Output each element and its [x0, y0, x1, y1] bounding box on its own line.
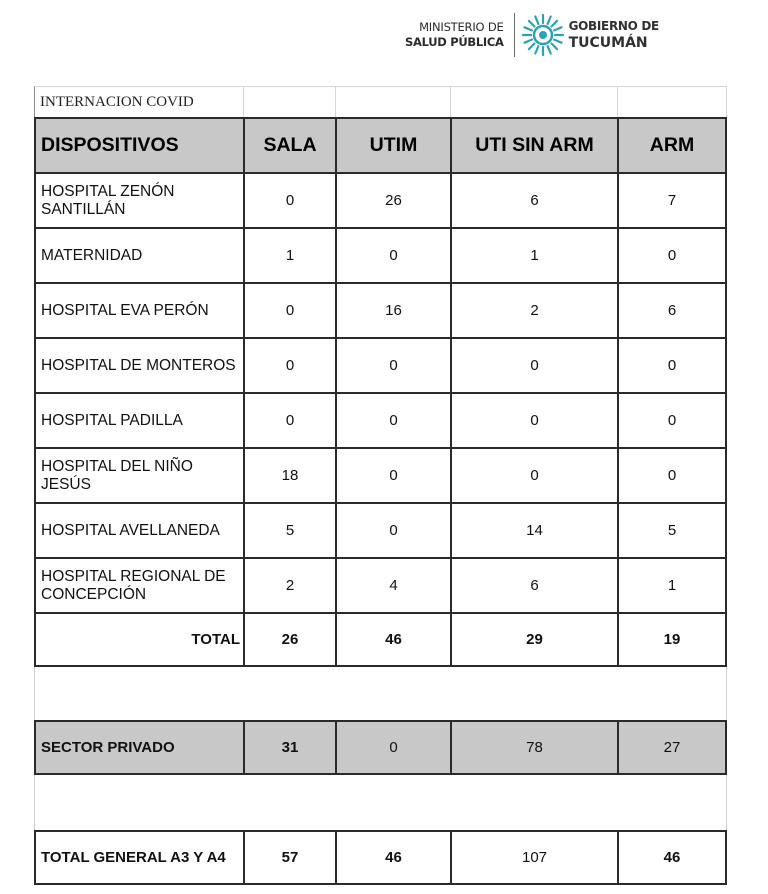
- private-sector-label: SECTOR PRIVADO: [34, 720, 243, 775]
- tucuman-seal-icon: [521, 13, 565, 57]
- arm-value: 7: [617, 172, 727, 227]
- sala-value: 5: [243, 502, 335, 557]
- arm-value: 1: [617, 557, 727, 612]
- hospital-name: HOSPITAL EVA PERÓN: [34, 282, 243, 337]
- table-row: [34, 227, 727, 282]
- uti-sin-arm-value: 0: [450, 447, 617, 502]
- utim-value: 0: [335, 447, 450, 502]
- utim-value: 26: [335, 172, 450, 227]
- table-row: [34, 447, 727, 502]
- private-sala: 31: [243, 720, 335, 775]
- table-row: [34, 337, 727, 392]
- total-row: [34, 612, 727, 667]
- arm-value: 0: [617, 337, 727, 392]
- empty-cell: [34, 667, 727, 722]
- uti-sin-arm-value: 6: [450, 557, 617, 612]
- empty-cell: [34, 775, 727, 830]
- ministry-line-1: MINISTERIO DE: [419, 20, 504, 34]
- private-utim: 0: [335, 720, 450, 775]
- uti-sin-arm-value: 2: [450, 282, 617, 337]
- column-header-sala: SALA: [243, 117, 335, 172]
- total-label: TOTAL: [34, 612, 243, 667]
- covid-internment-table: [34, 86, 727, 894]
- uti-sin-arm-value: 14: [450, 502, 617, 557]
- uti-sin-arm-value: 1: [450, 227, 617, 282]
- spacer-row: [34, 667, 727, 722]
- hospital-name: HOSPITAL REGIONAL DE CONCEPCIÓN: [34, 557, 243, 612]
- column-header-utim: UTIM: [335, 117, 450, 172]
- arm-value: 0: [617, 227, 727, 282]
- total-arm: 19: [617, 612, 727, 667]
- table-row: [34, 172, 727, 227]
- hospital-name: HOSPITAL AVELLANEDA: [34, 502, 243, 557]
- hospital-name: HOSPITAL DEL NIÑO JESÚS: [34, 447, 243, 502]
- table-row: [34, 557, 727, 612]
- hospital-name: HOSPITAL ZENÓN SANTILLÁN: [34, 172, 243, 227]
- utim-value: 0: [335, 337, 450, 392]
- table-row: [34, 282, 727, 337]
- gov-line-1: GOBIERNO DE: [568, 19, 659, 33]
- uti-sin-arm-value: 0: [450, 392, 617, 447]
- grand-total-utim: 46: [335, 830, 450, 885]
- utim-value: 0: [335, 502, 450, 557]
- document-header: [405, 10, 659, 60]
- arm-value: 0: [617, 392, 727, 447]
- sala-value: 0: [243, 337, 335, 392]
- arm-value: 0: [617, 447, 727, 502]
- arm-value: 5: [617, 502, 727, 557]
- uti-sin-arm-value: 6: [450, 172, 617, 227]
- empty-cell: [450, 86, 617, 117]
- logo-divider: [514, 13, 515, 57]
- spacer-row: [34, 775, 727, 830]
- utim-value: 4: [335, 557, 450, 612]
- table-title-row: [34, 86, 727, 117]
- utim-value: 16: [335, 282, 450, 337]
- column-header-arm: ARM: [617, 117, 727, 172]
- grand-total-sala: 57: [243, 830, 335, 885]
- ministry-logo-text: [405, 20, 504, 50]
- sala-value: 2: [243, 557, 335, 612]
- grand-total-row: [34, 830, 727, 885]
- empty-cell: [617, 86, 727, 117]
- arm-value: 6: [617, 282, 727, 337]
- uti-sin-arm-value: 0: [450, 337, 617, 392]
- utim-value: 0: [335, 392, 450, 447]
- ministry-line-2: SALUD PÚBLICA: [405, 35, 504, 49]
- table-row: [34, 392, 727, 447]
- sala-value: 0: [243, 172, 335, 227]
- grand-total-arm: 46: [617, 830, 727, 885]
- utim-value: 0: [335, 227, 450, 282]
- column-header-dispositivos: DISPOSITIVOS: [34, 117, 243, 172]
- table-row: [34, 502, 727, 557]
- private-uti-sin-arm: 78: [450, 720, 617, 775]
- private-arm: 27: [617, 720, 727, 775]
- sala-value: 0: [243, 392, 335, 447]
- grand-total-uti-sin-arm: 107: [450, 830, 617, 885]
- hospital-name: HOSPITAL DE MONTEROS: [34, 337, 243, 392]
- total-uti-sin-arm: 29: [450, 612, 617, 667]
- empty-cell: [243, 86, 335, 117]
- grand-total-label: TOTAL GENERAL A3 Y A4: [34, 830, 243, 885]
- hospital-name: HOSPITAL PADILLA: [34, 392, 243, 447]
- hospital-name: MATERNIDAD: [34, 227, 243, 282]
- empty-cell: [335, 86, 450, 117]
- gov-line-2: TUCUMÁN: [568, 35, 648, 51]
- sala-value: 0: [243, 282, 335, 337]
- sala-value: 18: [243, 447, 335, 502]
- table-title: INTERNACION COVID: [34, 86, 243, 117]
- government-logo-text: [569, 18, 659, 52]
- total-sala: 26: [243, 612, 335, 667]
- table-header-row: [34, 117, 727, 172]
- private-sector-row: [34, 720, 727, 775]
- total-utim: 46: [335, 612, 450, 667]
- sala-value: 1: [243, 227, 335, 282]
- column-header-uti-sin-arm: UTI SIN ARM: [450, 117, 617, 172]
